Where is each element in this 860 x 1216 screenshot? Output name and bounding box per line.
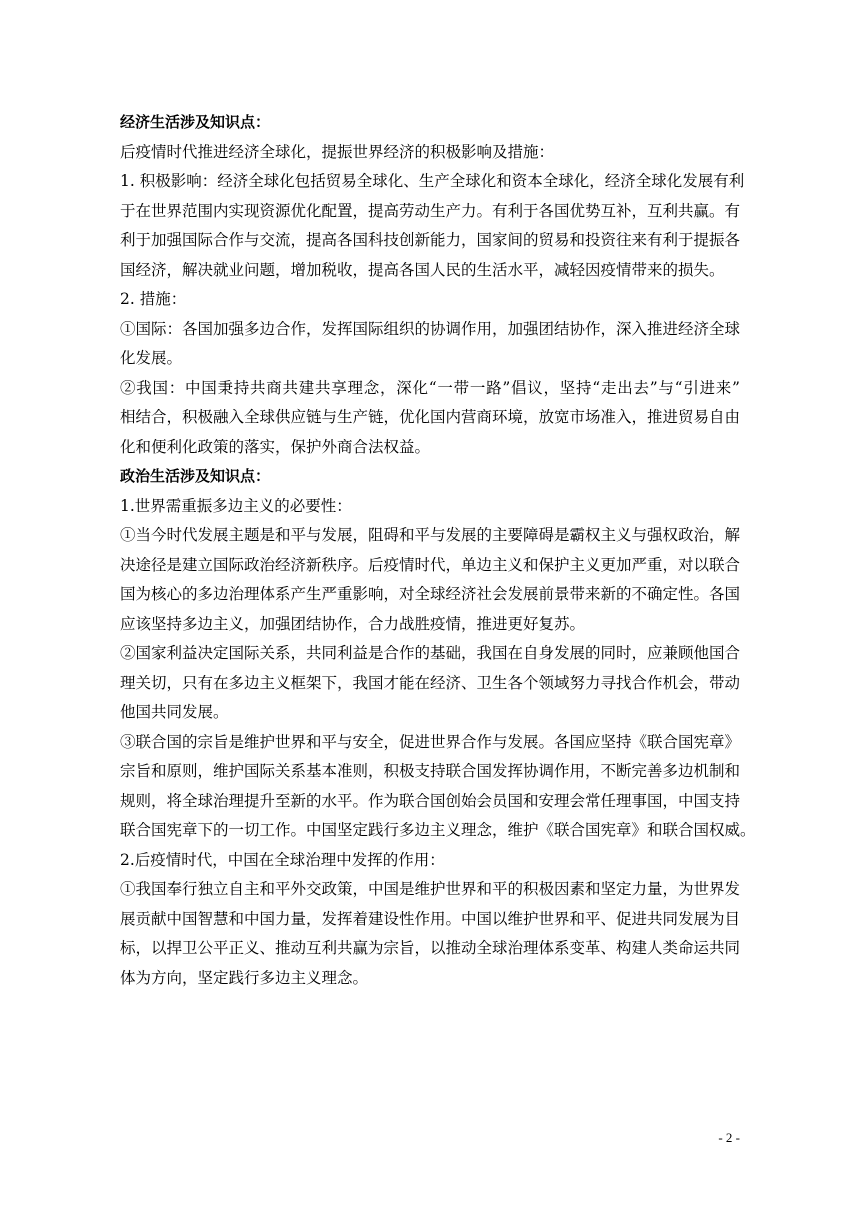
text-line: 体为方向，坚定践行多边主义理念。 xyxy=(120,968,369,987)
text-line: ③联合国的宗旨是维护世界和平与安全，促进世界合作与发展。各国应坚持《联合国宪章》 xyxy=(120,732,741,751)
text-line: 相结合，积极融入全球供应链与生产链，优化国内营商环境，放宽市场准入，推进贸易自由 xyxy=(120,408,741,426)
text-line: 理关切，只有在多边主义框架下，我国才能在经济、卫生各个领域努力寻找合作机会，带动 xyxy=(120,673,741,692)
text-line: 宗旨和原则，维护国际关系基本准则，积极支持联合国发挥协调作用，不断完善多边机制和 xyxy=(120,762,741,780)
text-line: 决途径是建立国际政治经济新秩序。后疫情时代，单边主义和保护主义更加严重，对以联合 xyxy=(120,555,741,574)
text-line: 国为核心的多边治理体系产生严重影响，对全球经济社会发展前景带来新的不确定性。各国 xyxy=(120,585,741,603)
text-line: 标，以捍卫公平正义、推动互利共赢为宗旨，以推动全球治理体系变革、构建人类命运共同 xyxy=(120,939,741,957)
text-line: 1. 积极影响：经济全球化包括贸易全球化、生产全球化和资本全球化，经济全球化发展有利 xyxy=(120,172,745,190)
text-line: 联合国宪章下的一切工作。中国坚定践行多边主义理念，维护《联合国宪章》和联合国权威。 xyxy=(120,821,756,839)
text-line: ②国家利益决定国际关系，共同利益是合作的基础，我国在自身发展的同时，应兼顾他国合 xyxy=(120,644,741,662)
text-line: 国经济，解决就业问题，增加税收，提高各国人民的生活水平，减轻因疫情带来的损失。 xyxy=(120,260,725,279)
text-line: ①我国奉行独立自主和平外交政策，中国是维护世界和平的积极因素和坚定力量，为世界发 xyxy=(120,880,741,898)
page-number: - 2 - xyxy=(718,1130,740,1145)
text-line: 规则，将全球治理提升至新的水平。作为联合国创始会员国和安理会常任理事国，中国支持 xyxy=(120,791,741,810)
text-line: 2. 措施： xyxy=(120,290,187,308)
section-heading: 政治生活涉及知识点： xyxy=(120,467,271,485)
text-line: ②我国：中国秉持共商共建共享理念，深化“一带一路”倡议，坚持“走出去”与“引进来” xyxy=(120,378,740,397)
text-line: 利于加强国际合作与交流，提高各国科技创新能力，国家间的贸易和投资往来有利于提振各 xyxy=(120,231,741,249)
text-line: ①当今时代发展主题是和平与发展，阻碍和平与发展的主要障碍是霸权主义与强权政治，解 xyxy=(120,526,741,544)
text-line: 他国共同发展。 xyxy=(120,703,229,721)
text-line: 1.世界需重振多边主义的必要性： xyxy=(120,496,352,515)
text-line: 化发展。 xyxy=(120,349,183,367)
text-line: ①国际：各国加强多边合作，发挥国际组织的协调作用，加强团结协作，深入推进经济全球 xyxy=(120,319,741,338)
text-line: 2.后疫情时代，中国在全球治理中发挥的作用： xyxy=(120,850,445,869)
text-line: 应该坚持多边主义，加强团结协作，合力战胜疫情，推进更好复苏。 xyxy=(120,614,586,633)
text-line: 后疫情时代推进经济全球化，提振世界经济的积极影响及措施： xyxy=(120,142,555,161)
section-heading: 经济生活涉及知识点： xyxy=(120,113,271,131)
text-line: 于在世界范围内实现资源优化配置，提高劳动生产力。有利于各国优势互补，互利共赢。有 xyxy=(120,201,741,220)
text-line: 化和便利化政策的落实，保护外商合法权益。 xyxy=(120,437,431,456)
document-body xyxy=(120,108,756,993)
text-line: 展贡献中国智慧和中国力量，发挥着建设性作用。中国以维护世界和平、促进共同发展为目 xyxy=(120,909,741,928)
